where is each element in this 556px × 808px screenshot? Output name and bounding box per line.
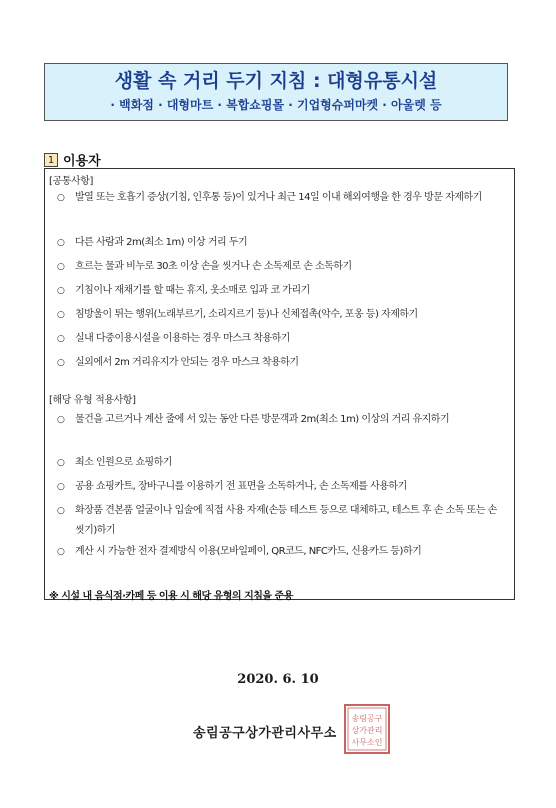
list-item: ○ 실외에서 2m 거리유지가 안되는 경우 마스크 착용하기 [57,353,507,373]
circle-bullet-icon: ○ [57,482,65,492]
list-item: ○ 실내 다중이용시설을 이용하는 경우 마스크 착용하기 [57,329,507,349]
circle-bullet-icon: ○ [57,193,65,203]
circle-bullet-icon: ○ [57,334,65,344]
reference-note: ※ 시설 내 음식점·카페 등 이용 시 해당 유형의 지침을 준용 [49,591,293,602]
guideline-box [44,168,515,600]
circle-bullet-icon: ○ [57,262,65,272]
list-item: ○ 발열 또는 호흡기 증상(기침, 인후통 등)이 있거나 최근 14일 이내 해외여행을 한 경우 방문 자제하기 [57,188,507,208]
list-item: ○ 침방울이 튀는 행위(노래부르기, 소리지르기 등)나 신체접촉(악수, 포옹 등) 자제하기 [57,305,507,325]
list-item: ○ 물건을 고르거나 계산 줄에 서 있는 동안 다른 방문객과 2m(최소 1m) 이상의 거리 유지하기 [57,410,507,430]
circle-bullet-icon: ○ [57,310,65,320]
document-title: 생활 속 거리 두기 지침 : 대형유통시설 [114,70,438,92]
specific-rules-heading: [해당 유형 적용사항] [49,395,136,406]
official-seal-icon [343,703,391,755]
circle-bullet-icon: ○ [57,238,65,248]
seal-line-1: 송림공구 [351,714,383,723]
circle-bullet-icon: ○ [57,415,65,425]
list-item: ○ 최소 인원으로 쇼핑하기 [57,453,507,473]
issue-date: 2020. 6. 10 [237,672,319,687]
list-item: ○ 계산 시 가능한 전자 결제방식 이용(모바일페이, QR코드, NFC카드, 신용카드 등)하기 [57,542,507,562]
circle-bullet-icon: ○ [57,286,65,296]
list-item: ○ 공용 쇼핑카트, 장바구니를 이용하기 전 표면을 소독하거나, 손 소독제를 사용하기 [57,477,507,497]
title-banner [44,63,508,121]
organization-name: 송림공구상가관리사무소 [193,726,337,741]
circle-bullet-icon: ○ [57,506,65,516]
list-item: ○ 화장품 견본품 얼굴이나 입술에 직접 사용 자제(손등 테스트 등으로 대체하고, 테스트 후 손 소독 또는 손 씻기)하기 [57,501,507,541]
list-item: ○ 다른 사람과 2m(최소 1m) 이상 거리 두기 [57,233,507,253]
circle-bullet-icon: ○ [57,458,65,468]
section-heading [44,150,101,169]
list-item: ○ 기침이나 재채기를 할 때는 휴지, 옷소매로 입과 코 가리기 [57,281,507,301]
common-rules-heading: [공통사항] [49,176,94,187]
circle-bullet-icon: ○ [57,358,65,368]
section-number-badge: 1 [44,153,58,167]
document-subtitle: · 백화점 · 대형마트 · 복합쇼핑몰 · 기업형슈퍼마켓 · 아울렛 등 [110,98,442,112]
list-item: ○ 흐르는 물과 비누로 30초 이상 손을 씻거나 손 소독제로 손 소독하기 [57,257,507,277]
circle-bullet-icon: ○ [57,547,65,557]
seal-line-3: 사무소인 [351,738,383,747]
seal-line-2: 상가관리 [351,726,383,735]
section-label: 이용자 [63,154,101,169]
